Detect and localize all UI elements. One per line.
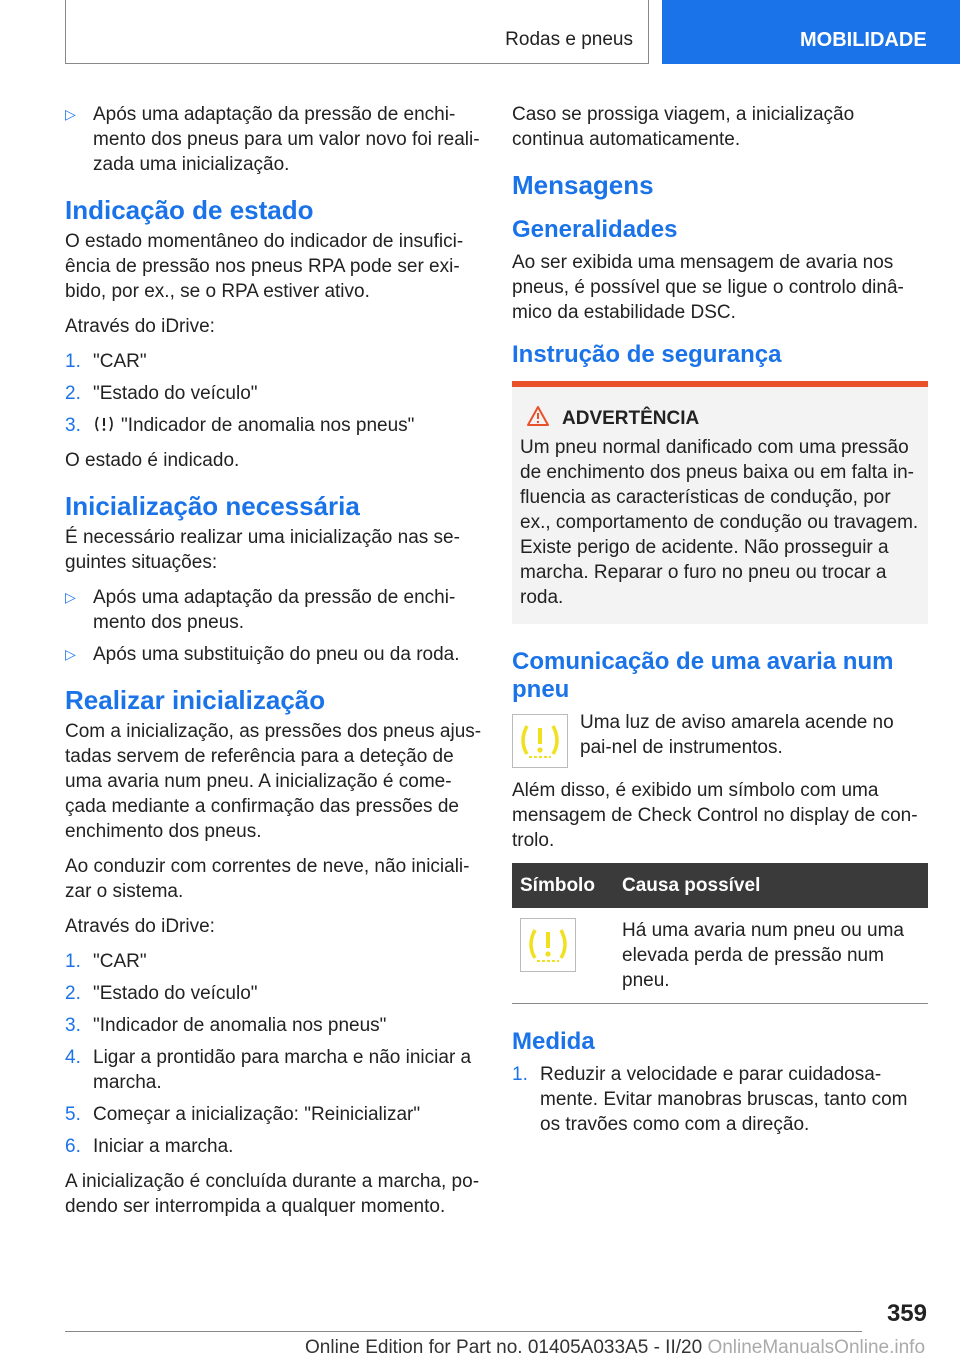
right-column [512, 102, 928, 1147]
list-item: 1. "CAR" [65, 951, 147, 972]
do-init-text: Com a inicialização, as pressões dos pneus ajus-tadas servem de referência para a deteção de uma avaria num pneu. A inicialização é come-çada mediante a confirmação das pressões de enchimento dos pneus. [65, 721, 482, 842]
warning-text: Um pneu normal danificado com uma pressão de enchimento dos pneus baixa ou em falta in-fluencia as características de condução, por ex., comportamento de condução ou travagem. Existe perigo de acidente. Não prosseguir a marcha. Reparar o furo no pneu ou trocar a roda. [520, 437, 919, 608]
heading-status: Indicação de estado [65, 195, 314, 225]
steps-list-1 [65, 349, 483, 438]
tpms-warning-icon [93, 414, 115, 434]
report-text: Uma luz de aviso amarela acende no pai-nel de instrumentos. [580, 712, 894, 758]
list-item: 5. Começar a inicialização: "Reinicializar" [65, 1104, 421, 1125]
table-cell-symbol [512, 908, 614, 1004]
header-chapter-tab: MOBILIDADE [662, 0, 960, 64]
list-item: 4. Ligar a prontidão para marcha e não iniciar a marcha. [65, 1047, 472, 1093]
list-item: ▷ Após uma adaptação da pressão de enchi-mento dos pneus para um valor novo foi reali-zada uma inicialização. [65, 104, 480, 175]
list-item: ▷ Após uma substituição do pneu ou da roda. [65, 644, 460, 665]
triangle-right-icon: ▷ [65, 646, 76, 662]
header-section-title: Rodas e pneus [505, 29, 633, 50]
footer-divider [65, 1331, 862, 1332]
table-cell-cause: Há uma avaria num pneu ou uma elevada perda de pressão num pneu. [614, 908, 928, 1004]
heading-report: Comunicação de uma avaria num pneu [512, 648, 894, 703]
page-number: 359 [886, 1300, 927, 1327]
init-bullet-list [65, 585, 483, 667]
list-item: 2. "Estado do veículo" [65, 383, 258, 404]
steps-list-2 [65, 949, 483, 1159]
heading-safety: Instrução de segurança [512, 341, 782, 368]
list-item: 1. Reduzir a velocidade e parar cuidadosa-mente. Evitar manobras bruscas, tanto com os travões como com a direção. [512, 1064, 908, 1135]
left-column [65, 102, 483, 1229]
table-header-row [512, 863, 928, 908]
list-item: 1. "CAR" [65, 351, 147, 372]
status-shown-text: O estado é indicado. [65, 450, 240, 471]
warning-triangle-icon [526, 405, 550, 427]
list-item: 2. "Estado do veículo" [65, 983, 258, 1004]
init-needed-text: É necessário realizar uma inicialização nas se-guintes situações: [65, 527, 460, 573]
heading-do-init: Realizar inicialização [65, 685, 326, 715]
table-header-symbol: Símbolo [512, 863, 614, 908]
continue-text: Caso se prossiga viagem, a inicialização continua automaticamente. [512, 104, 855, 150]
triangle-right-icon: ▷ [65, 589, 76, 605]
footer-watermark: OnlineManualsOnline.info [707, 1337, 926, 1358]
triangle-right-icon: ▷ [65, 106, 76, 122]
tpms-warning-icon [512, 714, 568, 768]
list-item: 3. "Indicador de anomalia nos pneus" [65, 415, 415, 436]
footer-edition: Online Edition for Part no. 01405A033A5 - II/20 OnlineManualsOnline.info [305, 1337, 926, 1358]
general-text: Ao ser exibida uma mensagem de avaria nos pneus, é possível que se ligue o controlo dinâ-mico da estabilidade DSC. [512, 252, 904, 323]
warning-title: ADVERTÊNCIA [520, 405, 920, 431]
heading-general: Generalidades [512, 216, 678, 243]
via-idrive-label: Através do iDrive: [65, 316, 215, 337]
cc-text: Além disso, é exibido um símbolo com uma mensagem de Check Control no display de con-trolo. [512, 780, 918, 851]
conclusion-text: A inicialização é concluída durante a marcha, po-dendo ser interrompida a qualquer momento. [65, 1171, 480, 1217]
table-row [512, 908, 928, 1004]
list-item: 3. "Indicador de anomalia nos pneus" [65, 1015, 387, 1036]
heading-measure: Medida [512, 1028, 595, 1055]
warning-box [512, 381, 928, 624]
list-item: 6. Iniciar a marcha. [65, 1136, 234, 1157]
heading-messages: Mensagens [512, 170, 654, 200]
heading-init-needed: Inicialização necessária [65, 491, 360, 521]
tpms-warning-icon [520, 918, 576, 972]
list-item: ▷ Após uma adaptação da pressão de enchi-mento dos pneus. [65, 587, 456, 633]
tpms-report-row [512, 710, 928, 768]
status-text: O estado momentâneo do indicador de insufici-ência de pressão nos pneus RPA pode ser exi-bido, por ex., se o RPA estiver ativo. [65, 231, 464, 302]
measure-steps-list [512, 1062, 928, 1137]
table-header-cause: Causa possível [614, 863, 928, 908]
snow-chains-text: Ao conduzir com correntes de neve, não iniciali-zar o sistema. [65, 856, 470, 902]
via-idrive-label: Através do iDrive: [65, 916, 215, 937]
message-table [512, 863, 928, 1004]
intro-bullet-list [65, 102, 483, 177]
